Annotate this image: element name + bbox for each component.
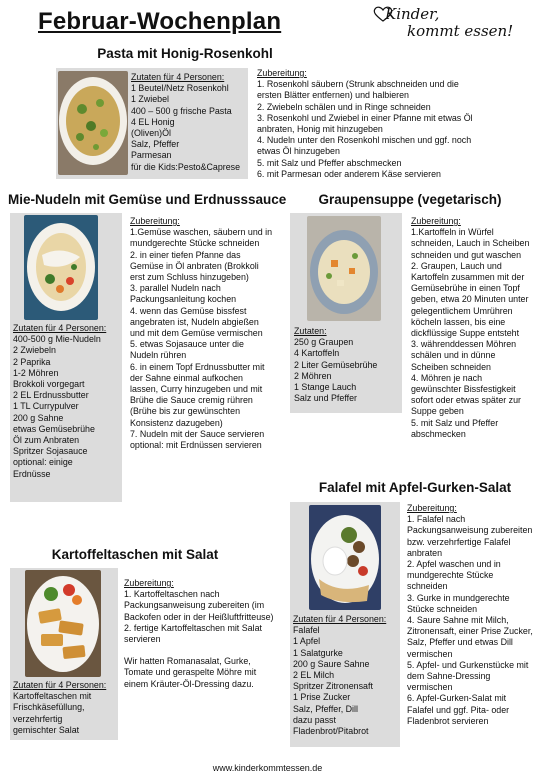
ingredient-item: 1 Prise Zucker (293, 692, 351, 703)
step-item: 2. in einer tiefen Pfanne das Gemüse in Öl anbraten (Brokkoli erst zum Schluss hinzugeben) (130, 249, 259, 283)
footer-url[interactable]: www.kinderkommtessen.de (212, 763, 323, 773)
step-item: 7. Nudeln mit der Sauce servieren (130, 428, 265, 439)
ingredient-item: Spritzer Sojasauce (13, 446, 88, 457)
brand-line-2: kommt essen! (407, 22, 514, 40)
steps-heading: Zubereitung: (130, 216, 180, 226)
ingredient-item: Parmesan (131, 150, 172, 161)
ingredients-heading: Zutaten für 4 Personen: (13, 323, 107, 333)
mie-nudeln-photo (24, 215, 98, 320)
ingredient-item: Salz und Pfeffer (294, 393, 357, 404)
step-item: 1. Falafel nach Packungsanweisung zubereiten bzw. verzehrfertige Falafel anbraten (407, 514, 533, 558)
step-item: Wir hatten Romanasalat, Gurke, Tomate und geraspelte Möhre mit einem Kräuter-Öl-Dressing dazu. (124, 656, 257, 689)
ingredient-item: 2 Liter Gemüsebrühe (294, 359, 378, 370)
step-item: 2. Zwiebeln schälen und in Ringe schneiden (257, 101, 431, 112)
ingredients-heading: Zutaten für 4 Personen: (131, 72, 225, 82)
ingredient-item: dazu passt (293, 714, 336, 725)
steps-heading: Zubereitung: (257, 68, 307, 78)
ingredients-heading: Zutaten für 4 Personen: (293, 614, 387, 624)
ingredient-item: 200 g Sahne (13, 412, 64, 423)
step-item: 4. Nudeln unter den Rosenkohl mischen und ggf. noch etwas Öl hinzugeben (257, 135, 472, 157)
ingredient-item: für die Kids:Pesto&Caprese (131, 161, 241, 172)
ingredient-item: Öl zum Anbraten (13, 435, 80, 446)
ingredient-item: 2 Möhren (294, 370, 332, 381)
step-item: 4. wenn das Gemüse bissfest angebraten ist, Nudeln abgießen und mit dem Gemüse vermischen (130, 305, 263, 339)
ingredient-item: 2 Paprika (13, 356, 51, 367)
pasta-photo (58, 71, 128, 175)
step-item: 2. Graupen, Lauch und Kartoffeln zusammen mit der Gemüsebrühe in einen Topf geben, etwa 20 Minuten unter gelegentlichem Umrühren köcheln lassen, bis eine dickflüssige Suppe entsteht (411, 260, 529, 339)
brand-logo (385, 6, 513, 40)
ingredient-item: (Oliven)Öl (131, 128, 171, 139)
step-item: 3. Gurke in mundgerechte Stücke schneiden (407, 592, 510, 614)
ingredient-item: 1 Apfel (293, 636, 321, 647)
ingredients-kartoffeltaschen (13, 680, 117, 736)
ingredient-item: 400-500 g Mie-Nudeln (13, 334, 101, 345)
ingredient-item: 1 Salatgurke (293, 647, 343, 658)
ingredient-item: 2 EL Milch (293, 670, 335, 681)
ingredient-item: optional: einige (13, 457, 73, 468)
recipe-title-falafel: Falafel mit Apfel-Gurken-Salat (318, 480, 512, 495)
step-item: 1. Rosenkohl säubern (Strunk abschneiden und die ersten Blätter entfernen) und halbieren (257, 79, 459, 101)
ingredients-heading: Zutaten: (294, 326, 327, 336)
ingredient-item: Kartoffeltaschen mit Frischkäsefüllung, verzehrfertig (13, 691, 92, 724)
ingredient-item: 4 Kartoffeln (294, 348, 340, 359)
kartoffeltaschen-photo (25, 570, 101, 677)
ingredient-item: Brokkoli vorgegart (13, 379, 85, 390)
steps-kartoffeltaschen (124, 578, 282, 690)
ingredient-item: 4 EL Honig (131, 116, 175, 127)
ingredient-item: 200 g Saure Sahne (293, 658, 370, 669)
ingredient-item: 1 Zwiebel (131, 94, 169, 105)
steps-graupensuppe (411, 216, 534, 440)
step-item: optional: mit Erdnüssen servieren (130, 440, 262, 451)
steps-falafel (407, 503, 534, 727)
ingredients-falafel (293, 614, 399, 737)
ingredients-heading: Zutaten für 4 Personen: (13, 680, 107, 690)
steps-pasta (257, 68, 485, 180)
ingredient-item: 1 Stange Lauch (294, 382, 357, 393)
ingredient-item: Salz, Pfeffer, Dill (293, 703, 358, 714)
ingredient-item: Salz, Pfeffer (131, 139, 180, 150)
steps-heading: Zubereitung: (407, 503, 457, 513)
brand-line-1: Kinder, (385, 5, 440, 23)
step-item: 3. Rosenkohl und Zwiebel in einer Pfanne mit etwas Öl anbraten, Honig mit hinzugeben (257, 112, 473, 135)
step-item: 4. Saure Sahne mit Milch, Zitronensaft, einer Prise Zucker, Salz, Pfeffer und etwas Dill vermischen (407, 615, 533, 659)
ingredient-item: Falafel (293, 625, 320, 636)
ingredient-item: 2 EL Erdnussbutter (13, 390, 89, 401)
ingredient-item: etwas Gemüsebrühe (13, 423, 95, 434)
step-item: 5. mit Salz und Pfeffer abschmecken (257, 157, 402, 168)
steps-heading: Zubereitung: (411, 216, 461, 226)
recipe-title-graupensuppe: Graupensuppe (vegetarisch) (318, 192, 502, 207)
step-item: 6. mit Parmesan oder anderem Käse servieren (257, 168, 441, 179)
ingredient-item: 250 g Graupen (294, 337, 354, 348)
step-item: 2. Apfel waschen und in mundgerechte Stücke schneiden (407, 559, 501, 592)
graupensuppe-photo (307, 216, 381, 321)
recipe-title-mie-nudeln: Mie-Nudeln mit Gemüse und Erdnusssauce (8, 192, 287, 207)
ingredient-item: 2 Zwiebeln (13, 345, 56, 356)
step-item: 1.Kartoffeln in Würfel schneiden, Lauch in Scheiben schneiden und gut waschen (411, 227, 530, 260)
ingredient-item: 1 Beutel/Netz Rosenkohl (131, 83, 229, 94)
falafel-photo (309, 505, 381, 610)
heart-icon (373, 6, 393, 22)
ingredients-pasta (131, 72, 249, 173)
step-item: 6. in einem Topf Erdnussbutter mit der Sahne einmal aufkochen lassen, Curry hinzugeben und mit Brühe die Sauce cremig rühren (Brühe bis zur gewünschten Konsistenz dazugeben) (130, 361, 265, 428)
step-item: 1. Kartoffeltaschen nach Packungsanweisung zubereiten (im Backofen oder in der Heißluftfritteuse) (124, 589, 274, 622)
step-item: 3. parallel Nudeln nach Packungsanleitung kochen (130, 283, 237, 305)
step-item: 2. fertige Kartoffeltaschen mit Salat servieren (124, 622, 262, 645)
recipe-title-pasta: Pasta mit Honig-Rosenkohl (97, 46, 273, 61)
steps-mie-nudeln (130, 216, 273, 451)
ingredient-item: 1-2 Möhren (13, 367, 59, 378)
ingredient-item: Fladenbrot/Pitabrot (293, 726, 369, 737)
step-spacer (124, 645, 282, 656)
ingredient-item: Erdnüsse (13, 468, 51, 479)
step-item: 5. Apfel- und Gurkenstücke mit dem Sahne-Dressing vermischen (407, 659, 529, 693)
step-item: 6. Apfel-Gurken-Salat mit Falafel und ggf. Pita- oder Fladenbrot servieren (407, 693, 510, 726)
recipe-title-kartoffeltaschen: Kartoffeltaschen mit Salat (51, 547, 219, 562)
ingredients-mie-nudeln (13, 323, 121, 480)
ingredients-graupensuppe (294, 326, 400, 404)
step-item: 1.Gemüse waschen, säubern und in mundgerechte Stücke schneiden (130, 227, 273, 249)
step-item: 5. mit Salz und Pfeffer abschmecken (411, 417, 499, 439)
step-item: 3. währenddessen Möhren schälen und in dünne Scheiben schneiden (411, 339, 517, 372)
step-item: 4. Möhren je nach gewünschter Bissfestigkeit sofort oder etwas später zur Suppe geben (411, 372, 522, 417)
ingredient-item: gemischter Salat (13, 724, 80, 735)
ingredient-item: Spritzer Zitronensaft (293, 681, 373, 692)
page-title: Februar-Wochenplan (38, 8, 282, 35)
ingredient-item: 400 – 500 g frische Pasta (131, 105, 232, 116)
ingredient-item: 1 TL Currypulver (13, 401, 79, 412)
step-item: 5. etwas Sojasauce unter die Nudeln rühren (130, 339, 244, 361)
steps-heading: Zubereitung: (124, 578, 174, 588)
